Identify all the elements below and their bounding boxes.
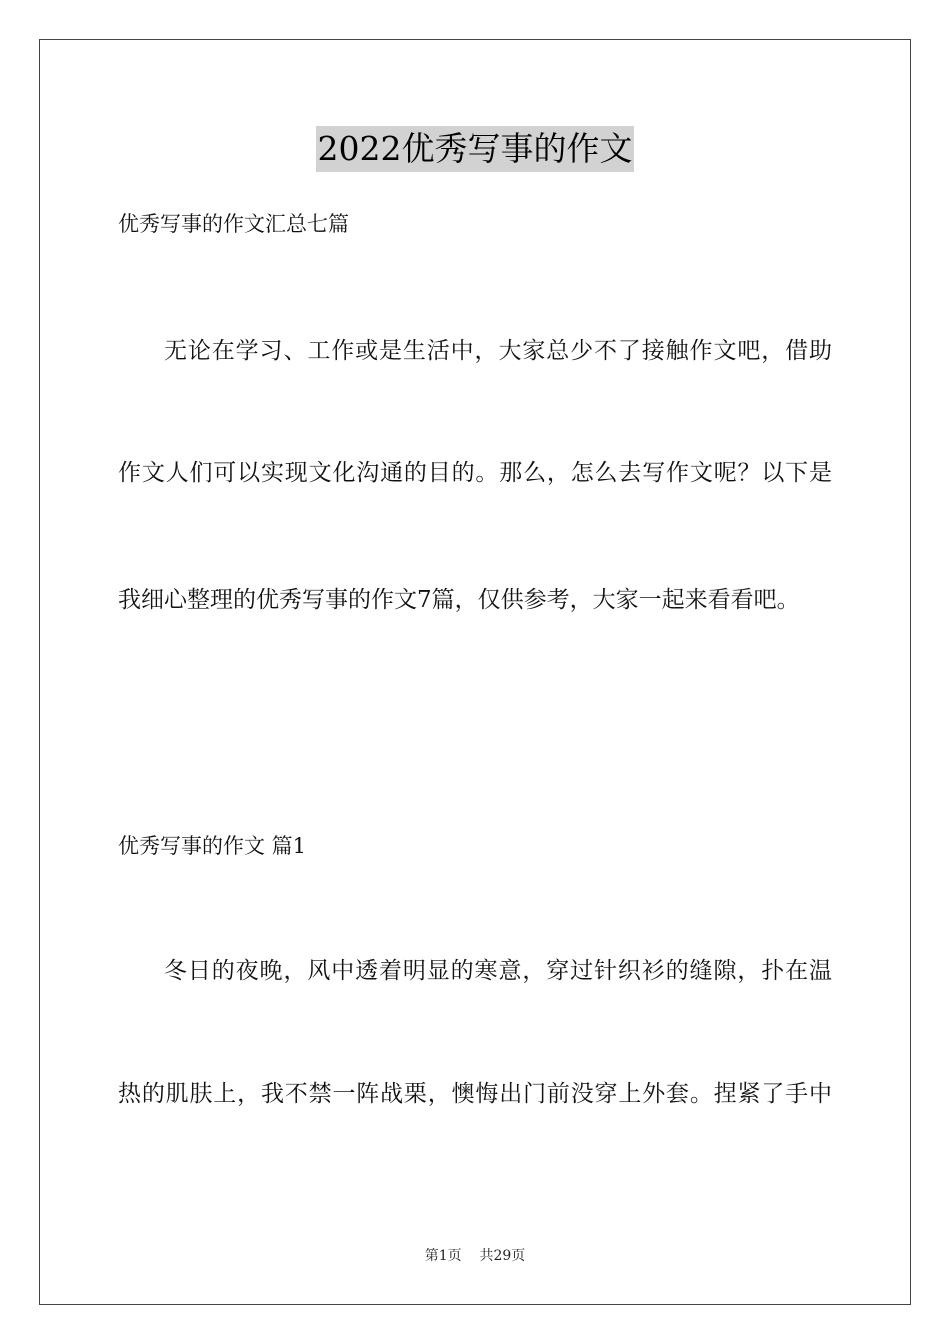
section-line-2: 热的肌肤上，我不禁一阵战栗，懊悔出门前没穿上外套。捏紧了手中 [118, 1081, 832, 1107]
page-total: 共29页 [479, 1248, 526, 1264]
intro-line-2: 作文人们可以实现文化沟通的目的。那么，怎么去写作文呢？以下是 [118, 460, 832, 486]
page-footer [0, 1246, 950, 1266]
section-heading: 优秀写事的作文 篇1 [118, 834, 307, 858]
title-container [0, 126, 950, 172]
section-line-1: 冬日的夜晚，风中透着明显的寒意，穿过针织衫的缝隙，扑在温 [164, 958, 832, 984]
intro-line-1: 无论在学习、工作或是生活中，大家总少不了接触作文吧，借助 [164, 338, 832, 364]
page-number: 第1页 [424, 1248, 462, 1264]
intro-line-3: 我细心整理的优秀写事的作文7篇，仅供参考，大家一起来看看吧。 [118, 587, 800, 613]
document-title: 2022优秀写事的作文 [316, 126, 635, 172]
document-subtitle: 优秀写事的作文汇总七篇 [118, 212, 349, 236]
